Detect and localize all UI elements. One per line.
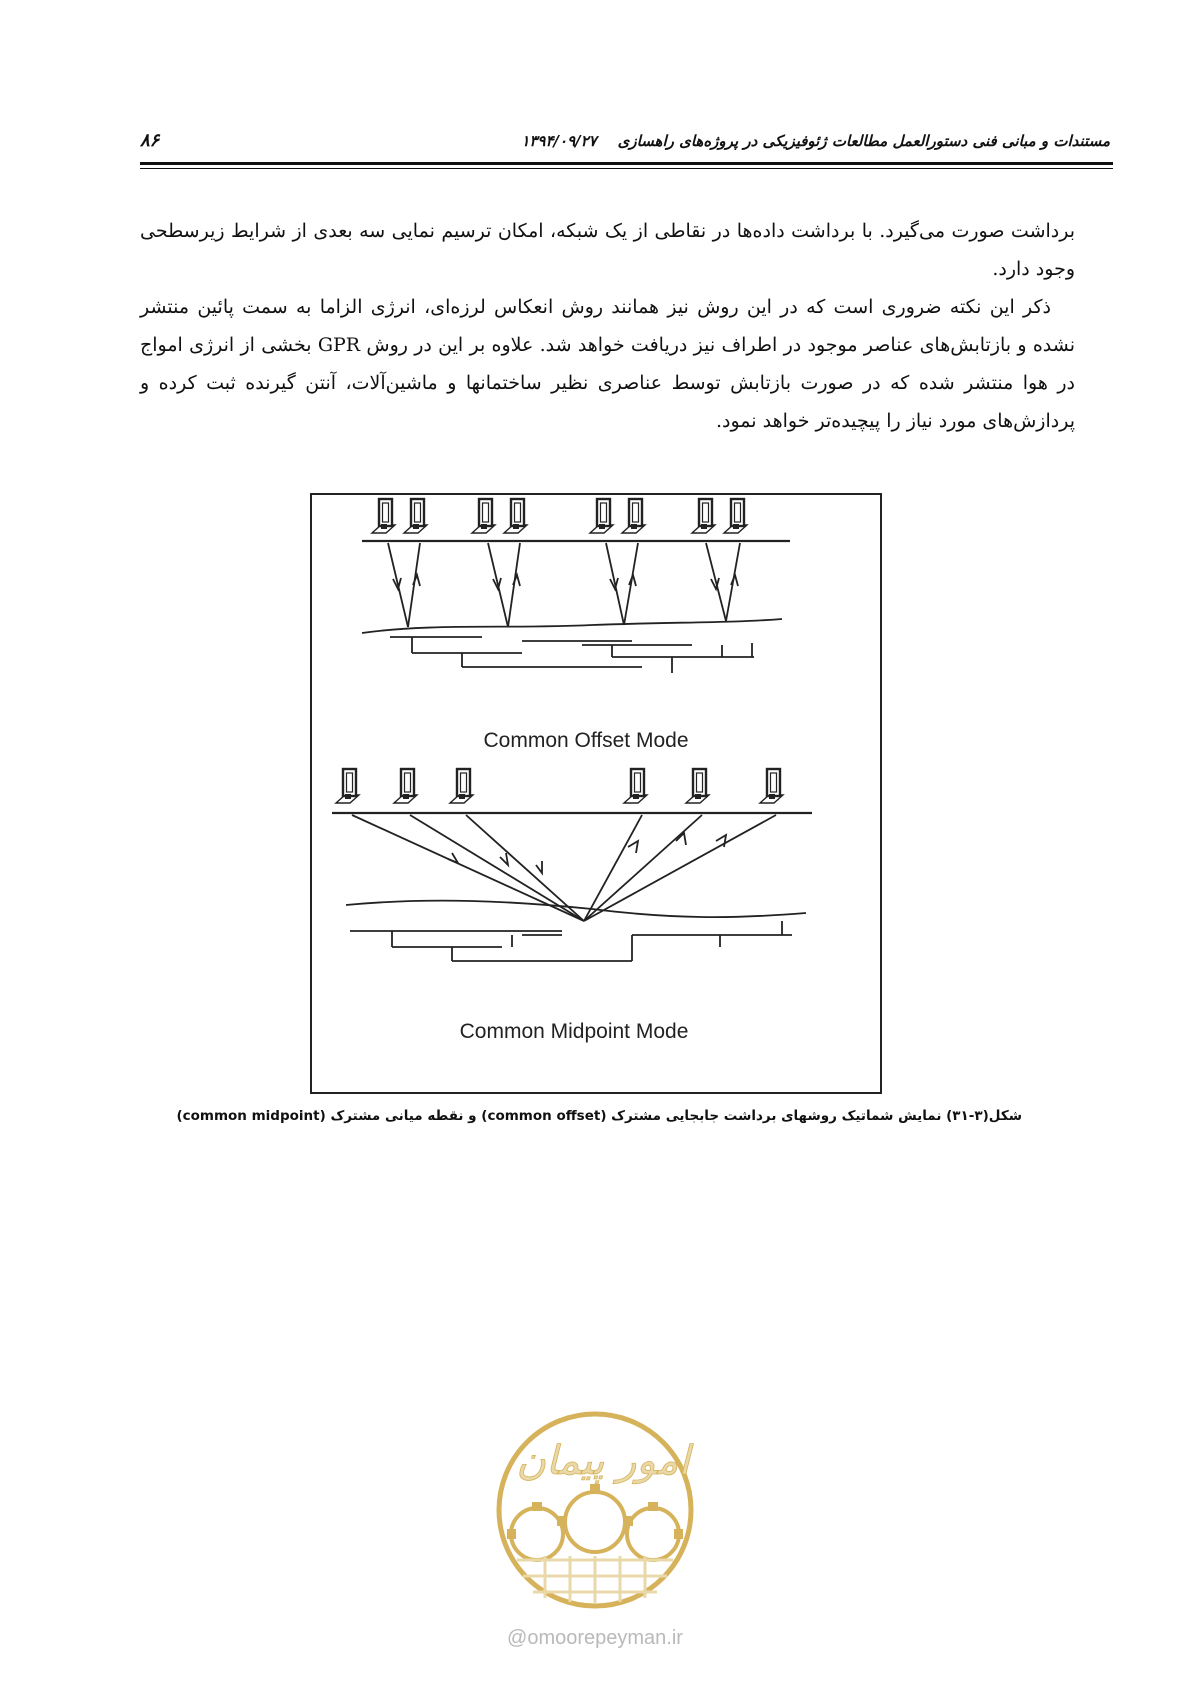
page-header — [140, 128, 1110, 156]
offset-subsurface-layers — [390, 637, 754, 673]
header-title: مستندات و مبانی فنی دستورالعمل مطالعات ژئوفیزیکی در پروژه‌های راهسازی — [617, 132, 1110, 150]
midpoint-antenna-row — [336, 769, 783, 803]
figure-caption: شکل(۳-۳۱) نمایش شماتیک روشهای برداشت جابجایی مشترک (common offset) و نقطه میانی مشترک (common midpoint) — [176, 1108, 1022, 1124]
publisher-watermark — [475, 1410, 715, 1650]
header-title-line — [521, 132, 1110, 150]
offset-ray-paths — [388, 543, 740, 627]
offset-reflector-line — [362, 619, 782, 633]
header-date: ۱۳۹۴/۰۹/۲۷ — [521, 132, 597, 150]
offset-antenna-row — [372, 499, 747, 533]
header-rule-thick — [140, 162, 1113, 165]
watermark-website: @omoorepeyman.ir — [507, 1627, 683, 1649]
body-text — [140, 212, 1075, 440]
gpr-survey-figure — [310, 493, 882, 1094]
common-midpoint-label: Common Midpoint Mode — [459, 1020, 689, 1043]
page-number: ۸۶ — [140, 130, 160, 151]
paragraph-2: ذکر این نکته ضروری است که در این روش نیز همانند روش انعکاس لرزه‌ای، انرژی الزاما به سمت پائین منتشر نشده و بازتابش‌های عناصر موجود در اطراف نیز دریافت خواهد شد. علاوه بر این در روش GPR بخشی از انرژی امواج در هوا منتشر شده که در صورت بازتابش توسط عناصری نظیر ساختمانها و ماشین‌آلات، آنتن گیرنده ثبت کرده و پردازش‌های مورد نیاز را پیچیده‌تر خواهد نمود. — [140, 296, 1075, 432]
midpoint-subsurface-layers — [350, 921, 792, 961]
midpoint-ray-paths — [352, 815, 776, 921]
grid-pattern — [517, 1556, 673, 1604]
header-rule-thin — [140, 168, 1113, 169]
watermark-logo-text: امور پیمان — [516, 1438, 690, 1484]
gear-teeth — [507, 1484, 683, 1539]
common-offset-label: Common Offset Mode — [483, 729, 689, 752]
gpr-diagram — [312, 495, 880, 1092]
paragraph-1: برداشت صورت می‌گیرد. با برداشت داده‌ها در نقاطی از یک شبکه، امکان ترسیم نمایی سه بعدی از شرایط زیرسطحی وجود دارد. — [140, 220, 1075, 280]
